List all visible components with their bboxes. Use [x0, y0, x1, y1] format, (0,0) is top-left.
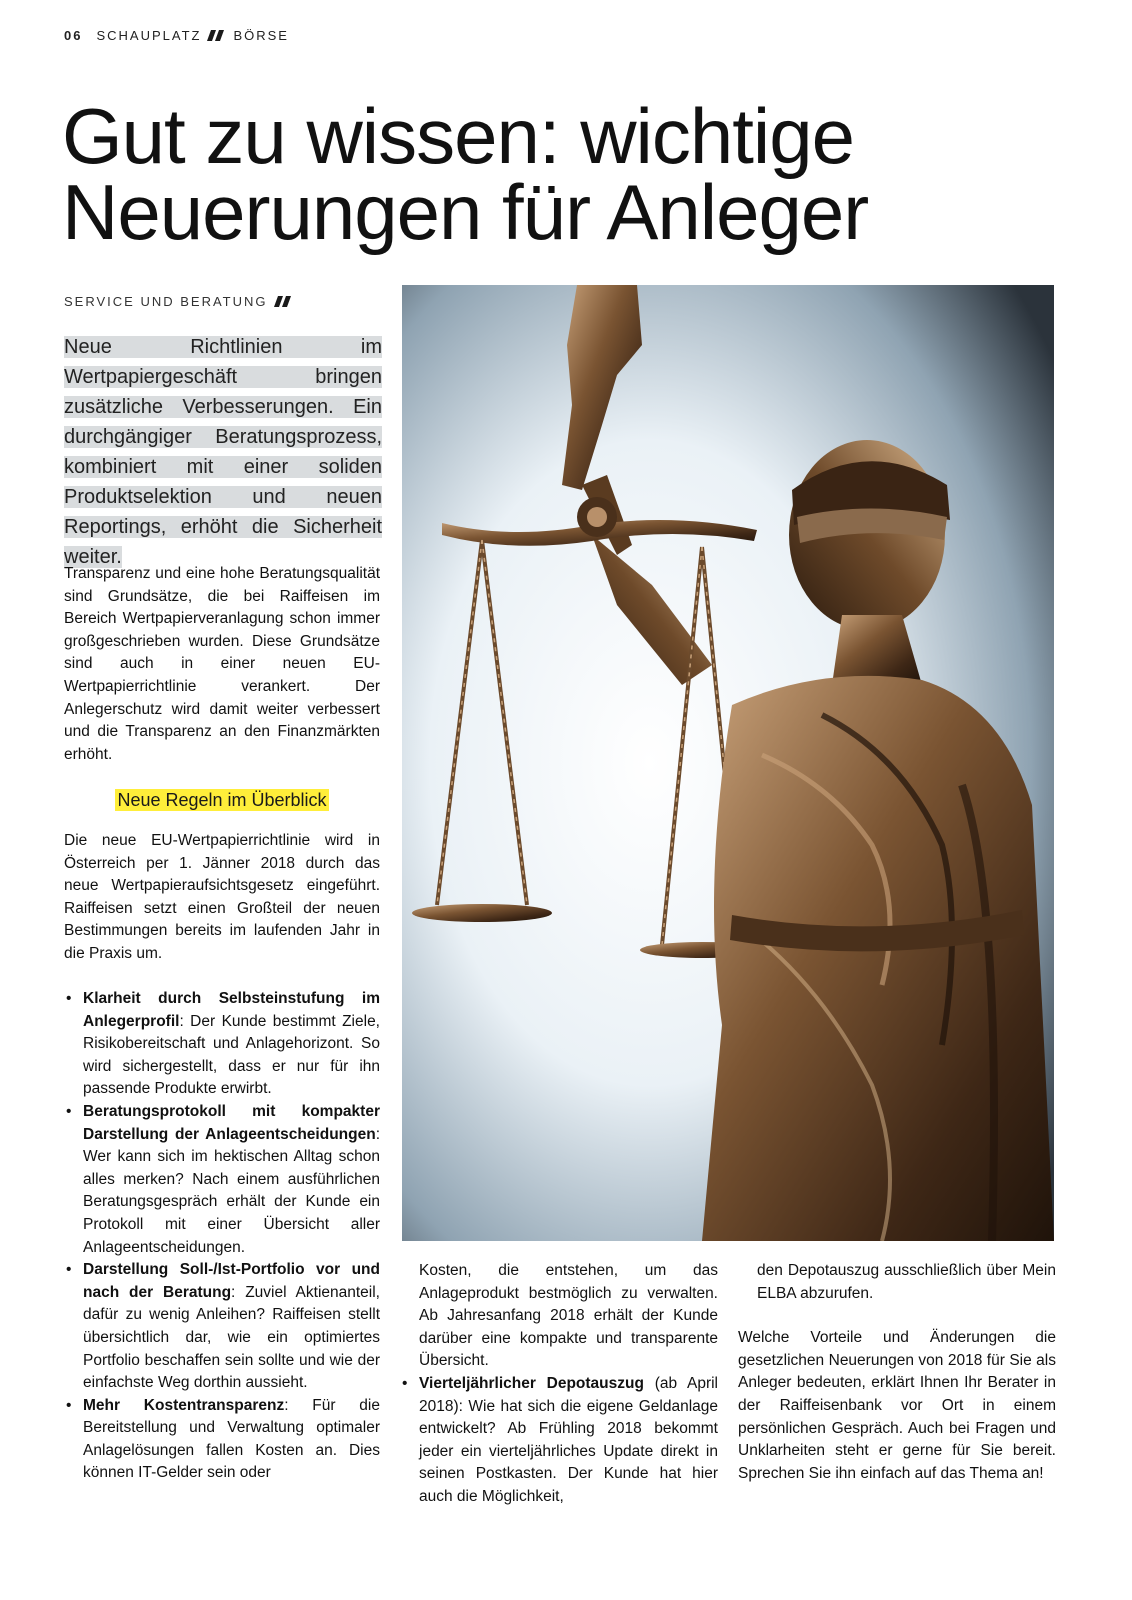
separator-slashes-icon: [209, 28, 225, 43]
list-item-text: : Wer kann sich im hektischen Alltag schon alles merken? Nach einem ausführlichen Beratungsgespräch erhält der Kunde ein Protokoll mit einer Übersicht aller Anlageentscheidungen.: [83, 1125, 380, 1256]
list-item-title: Klarheit durch Selbsteinstufung im Anlegerprofil: [83, 990, 380, 1030]
list-item-text: : Für die Bereitstellung und Verwaltung optimaler Anlagelösungen fallen Kosten an. Dies können IT-Gelder sein oder: [83, 1396, 380, 1482]
kicker-slashes-icon: [276, 294, 292, 309]
subheading: [64, 790, 380, 811]
lead-text: Neue Richtlinien im Wertpapiergeschäft bringen zusätzliche Verbesserungen. Ein durchgängiger Beratungsprozess, kombiniert mit einer soliden Produktselektion und neuen Reportings, erhöht die Sicherheit weiter.: [64, 336, 382, 568]
page-header: [64, 28, 289, 43]
page-number: 06: [64, 28, 83, 43]
column-3: [738, 1260, 1056, 1485]
list-item: [400, 1373, 718, 1509]
section-label: SCHAUPLATZ: [96, 28, 202, 43]
list-item-title: Darstellung Soll-/Ist-Portfolio vor und nach der Beratung: [83, 1261, 380, 1301]
title-line-2: Neuerungen für Anleger: [62, 168, 869, 256]
closing-paragraph: Welche Vorteile und Änderungen die gesetzlichen Neuerungen von 2018 für Sie als Anleger bedeuten, erklärt Ihnen Ihr Berater in der Raiffeisenbank vor Ort in einem persönlichen Gespräch. Auch bei Fragen und Unklarheiten steht er gerne für Sie bereit. Sprechen Sie ihn einfach auf das Thema an!: [738, 1329, 1056, 1482]
list-item-text: : Zuviel Aktienanteil, dafür zu wenig Anleihen? Raiffeisen stellt übersichtlich dar, wie ein optimiertes Portfolio beschaffen sein sollte und wie der einfachste Weg dorthin aussieht.: [83, 1283, 380, 1392]
list-item: [64, 988, 380, 1101]
column-2-continuation: Kosten, die entstehen, um das Anlageprodukt bestmöglich zu verwalten. Ab Jahresanfang 2018 erhält der Kunde darüber eine kompakte und transparente Übersicht.: [419, 1262, 718, 1370]
list-item-title: Vierteljährlicher Depotauszug: [419, 1374, 644, 1392]
column-2-list: [400, 1373, 718, 1509]
list-item-title: Beratungsprotokoll mit kompakter Darstellung der Anlageentscheidungen: [83, 1102, 380, 1143]
kicker: [64, 294, 300, 309]
page-title: [62, 92, 962, 256]
column-3-continuation: den Depotauszug ausschließlich über Mein ELBA abzurufen.: [757, 1262, 1056, 1302]
justitia-statue-illustration: [402, 285, 1054, 1241]
list-item-text: (ab April 2018): Wie hat sich die eigene Geldanlage entwickelt? Ab Frühling 2018 bekommt jeder ein vierteljährliches Update direkt in seinen Postkasten. Der Kunde hat hier auch die Möglichkeit,: [419, 1374, 719, 1505]
subheading-text: Neue Regeln im Überblick: [117, 790, 327, 810]
list-item: [64, 1395, 380, 1485]
list-item-text: : Der Kunde bestimmt Ziele, Risikobereitschaft und Anlagehorizont. So wird sichergestellt, dass er nur für ihn passende Produkte erwirbt.: [83, 1012, 380, 1098]
kicker-label: SERVICE UND BERATUNG: [64, 294, 268, 309]
lead-paragraph: [64, 332, 382, 572]
body-paragraph: Die neue EU-Wertpapierrichtlinie wird in Österreich per 1. Jänner 2018 durch das neue Wertpapieraufsichtsgesetz eingeführt. Raiffeisen setzt einen Großteil der neuen Bestimmungen bereits im laufenden Jahr in die Praxis um.: [64, 832, 380, 962]
list-item: [64, 1101, 380, 1259]
title-line-1: Gut zu wissen: wichtige: [62, 92, 855, 180]
list-item-title: Mehr Kostentransparenz: [83, 1396, 285, 1414]
list-item: [64, 1259, 380, 1395]
intro-paragraph: Transparenz und eine hohe Beratungsqualität sind Grundsätze, die bei Raiffeisen im Bereich Wertpapierveranlagung schon immer großgeschrieben wurden. Diese Grundsätze sind auch in einer neuen EU-Wertpapierrichtlinie verankert. Der Anlegerschutz wird damit weiter verbessert und die Transparenz an den Finanzmärkten erhöht.: [64, 565, 380, 763]
justitia-statue-photo: [402, 285, 1054, 1241]
column-2: [400, 1260, 718, 1509]
category-label: BÖRSE: [233, 28, 289, 43]
rules-list: [64, 988, 380, 1485]
